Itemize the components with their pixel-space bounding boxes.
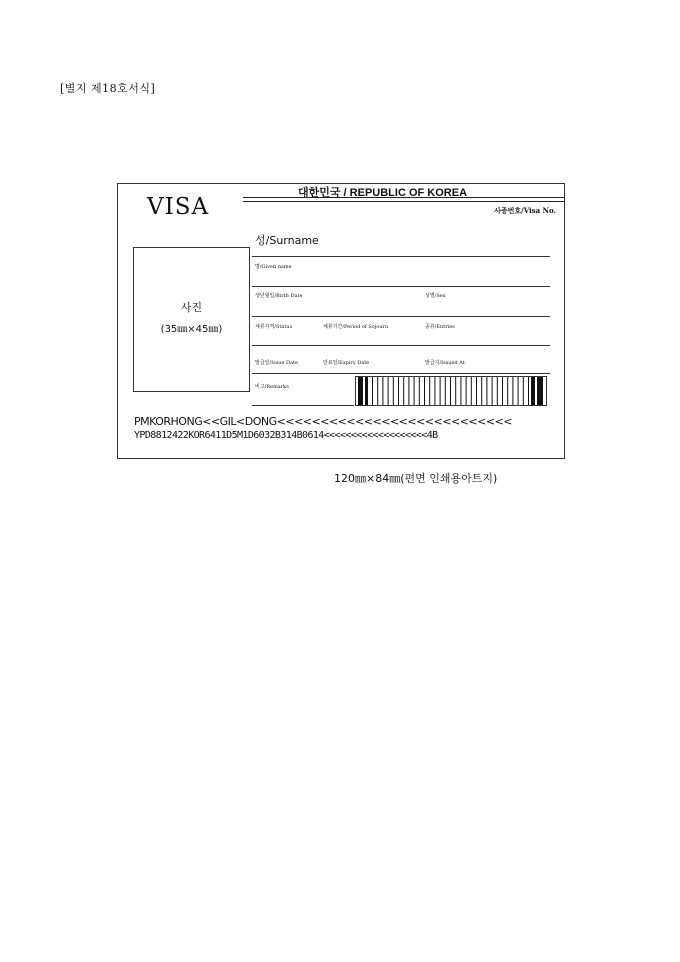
barcode-stripe [471,377,472,405]
barcode-block-left-2 [365,377,368,405]
barcode-stripe [481,377,482,405]
barcode-stripe [450,377,451,405]
barcode-stripe [486,377,487,405]
period-label: 체류기간/Period of Sojourn [323,324,389,330]
barcode-stripe [429,377,430,405]
header-rule-top [243,197,564,198]
given-name-label: 명/Given name [255,264,292,270]
header-rule-bottom [243,201,564,202]
birth-date-label: 생년월일/Birth Date [255,293,303,299]
remarks-line [252,405,354,406]
barcode-stripe [507,377,508,405]
barcode-stripe [455,377,456,405]
birth-line [252,316,550,317]
surname-line [252,256,550,257]
issue-line [252,373,550,374]
barcode-stripe [388,377,389,405]
remarks-label: 비고/Remarks [255,384,289,390]
barcode-stripe [393,377,394,405]
photo-box [133,247,250,392]
mrz-line-2: YPD8812422KOR6411D5M1D6032B314B0614<<<<<<<<<<<<<<<<<<<4B [134,430,438,441]
surname-label: 성/Surname [255,234,319,247]
issue-date-label: 발급일/Issue Date [255,360,299,366]
security-barcode [355,376,547,406]
entries-label: 종류/Entries [425,324,455,330]
barcode-stripe [492,377,493,405]
barcode-stripe [460,377,461,405]
barcode-stripe [466,377,467,405]
visa-card [117,183,565,459]
status-label: 체류자격/Status [255,324,293,330]
barcode-stripe [512,377,513,405]
barcode-stripe [414,377,415,405]
barcode-stripe [372,377,373,405]
barcode-block-right-2 [537,377,543,405]
visa-no-label: 사증번호/Visa No. [494,206,556,215]
barcode-stripe [398,377,399,405]
visa-title: VISA [147,194,210,220]
issued-at-label: 발급지/Issued At [425,360,465,366]
barcode-stripe [440,377,441,405]
sex-label: 성별/Sex [425,293,446,299]
barcode-stripe [497,377,498,405]
barcode-stripes [356,377,546,405]
barcode-block-right [531,377,535,405]
form-number: [별지 제18호서식] [60,82,156,95]
barcode-stripe [424,377,425,405]
barcode-stripe [523,377,524,405]
status-line [252,345,550,346]
barcode-stripe [502,377,503,405]
expiry-date-label: 만료일/Expiry Date [323,360,370,366]
dimensions-note: 120㎜×84㎜(편면 인쇄용아트지) [334,472,498,485]
given-name-line [252,286,550,287]
barcode-stripe [382,377,383,405]
barcode-stripe [434,377,435,405]
barcode-stripe [403,377,404,405]
barcode-block-left [358,377,363,405]
barcode-stripe [518,377,519,405]
mrz-line-1: PMKORHONG<<GIL<DONG<<<<<<<<<<<<<<<<<<<<<<<<<<< [134,415,513,428]
barcode-stripe [377,377,378,405]
barcode-stripe [528,377,529,405]
photo-size: (35㎜×45㎜) [160,324,223,335]
barcode-stripe [476,377,477,405]
barcode-stripe [408,377,409,405]
photo-title: 사진 [180,301,203,314]
barcode-stripe [419,377,420,405]
country-title: 대한민국 / REPUBLIC OF KOREA [298,187,468,199]
barcode-stripe [445,377,446,405]
